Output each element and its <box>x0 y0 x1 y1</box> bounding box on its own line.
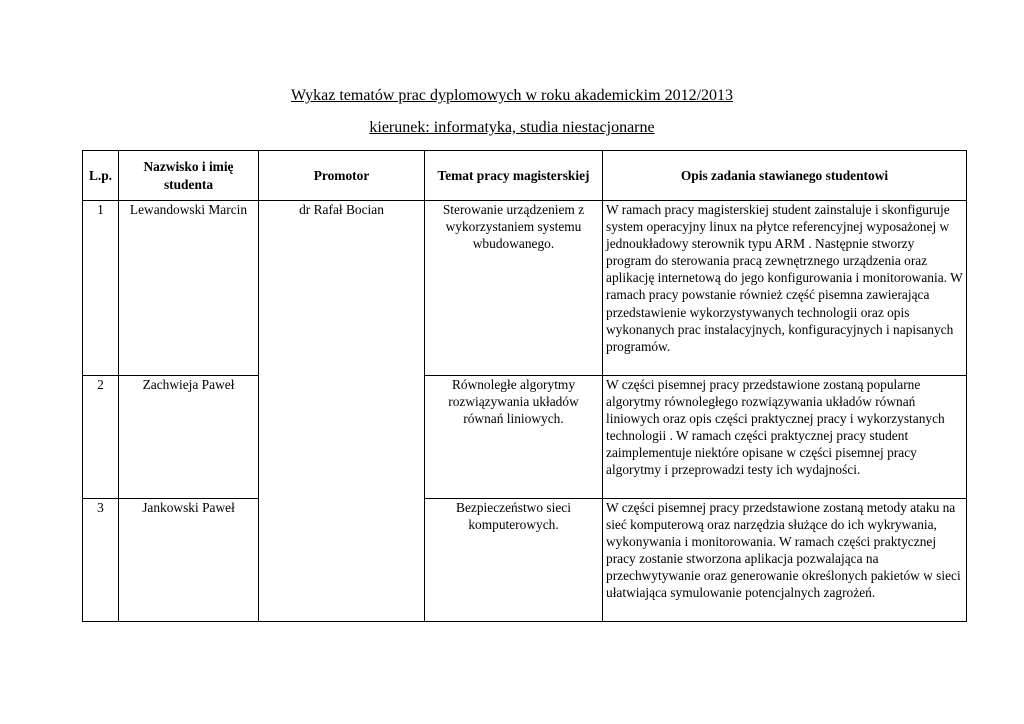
header-task-description: Opis zadania stawianego studentowi <box>603 151 967 201</box>
thesis-topic: Bezpieczeństwo sieci komputerowych. <box>425 499 603 622</box>
task-description: W ramach pracy magisterskiej student zainstaluje i skonfiguruje system operacyjny linux na płytce referencyjnej wyposażonej w jednoukładowy sterownik typu ARM . Następnie stworzy program do sterowania pracą zewnętrznego urządzenia oraz aplikację internetową do jego konfigurowania i monitorowania. W ramach pracy powstanie również część pisemna zawierająca przedstawienie wykorzystywanych technologii oraz opis wykonanych prac instalacyjnych, konfiguracyjnych i napisanych programów. <box>603 201 967 376</box>
thesis-topic: Sterowanie urządzeniem z wykorzystaniem systemu wbudowanego. <box>425 201 603 376</box>
row-number: 1 <box>83 201 119 376</box>
document-subtitle: kierunek: informatyka, studia niestacjonarne <box>369 119 655 136</box>
row-number: 2 <box>83 376 119 499</box>
thesis-topics-table <box>82 150 967 622</box>
task-description: W części pisemnej pracy przedstawione zostaną popularne algorytmy równoległego rozwiązywania układów równań liniowych oraz opis części praktycznej pracy i wykorzystanych technologii . W ramach części praktycznej pracy student zaimplementuje niektóre opisane w części pisemnej pracy algorytmy i przeprowadzi testy ich wydajności. <box>603 376 967 499</box>
header-lp: L.p. <box>83 151 119 201</box>
promotor-name: dr Rafał Bocian <box>259 201 425 622</box>
table-row <box>83 201 967 376</box>
thesis-topic: Równoległe algorytmy rozwiązywania układów równań liniowych. <box>425 376 603 499</box>
header-student-name: Nazwisko i imię studenta <box>119 151 259 201</box>
header-promotor: Promotor <box>259 151 425 201</box>
row-number: 3 <box>83 499 119 622</box>
table-row <box>83 376 967 499</box>
header-thesis-topic: Temat pracy magisterskiej <box>425 151 603 201</box>
student-name: Lewandowski Marcin <box>119 201 259 376</box>
student-name: Jankowski Paweł <box>119 499 259 622</box>
table-header-row <box>83 151 967 201</box>
table-row <box>83 499 967 622</box>
document-title: Wykaz tematów prac dyplomowych w roku akademickim 2012/2013 <box>290 87 734 104</box>
student-name: Zachwieja Paweł <box>119 376 259 499</box>
task-description: W części pisemnej pracy przedstawione zostaną metody ataku na sieć komputerową oraz narzędzia służące do ich wykrywania, wykonywania i monitorowania. W ramach części praktycznej pracy zostanie stworzona aplikacja pozwalająca na przechwytywanie oraz generowanie określonych pakietów w sieci ułatwiająca symulowanie potencjalnych zagrożeń. <box>603 499 967 622</box>
